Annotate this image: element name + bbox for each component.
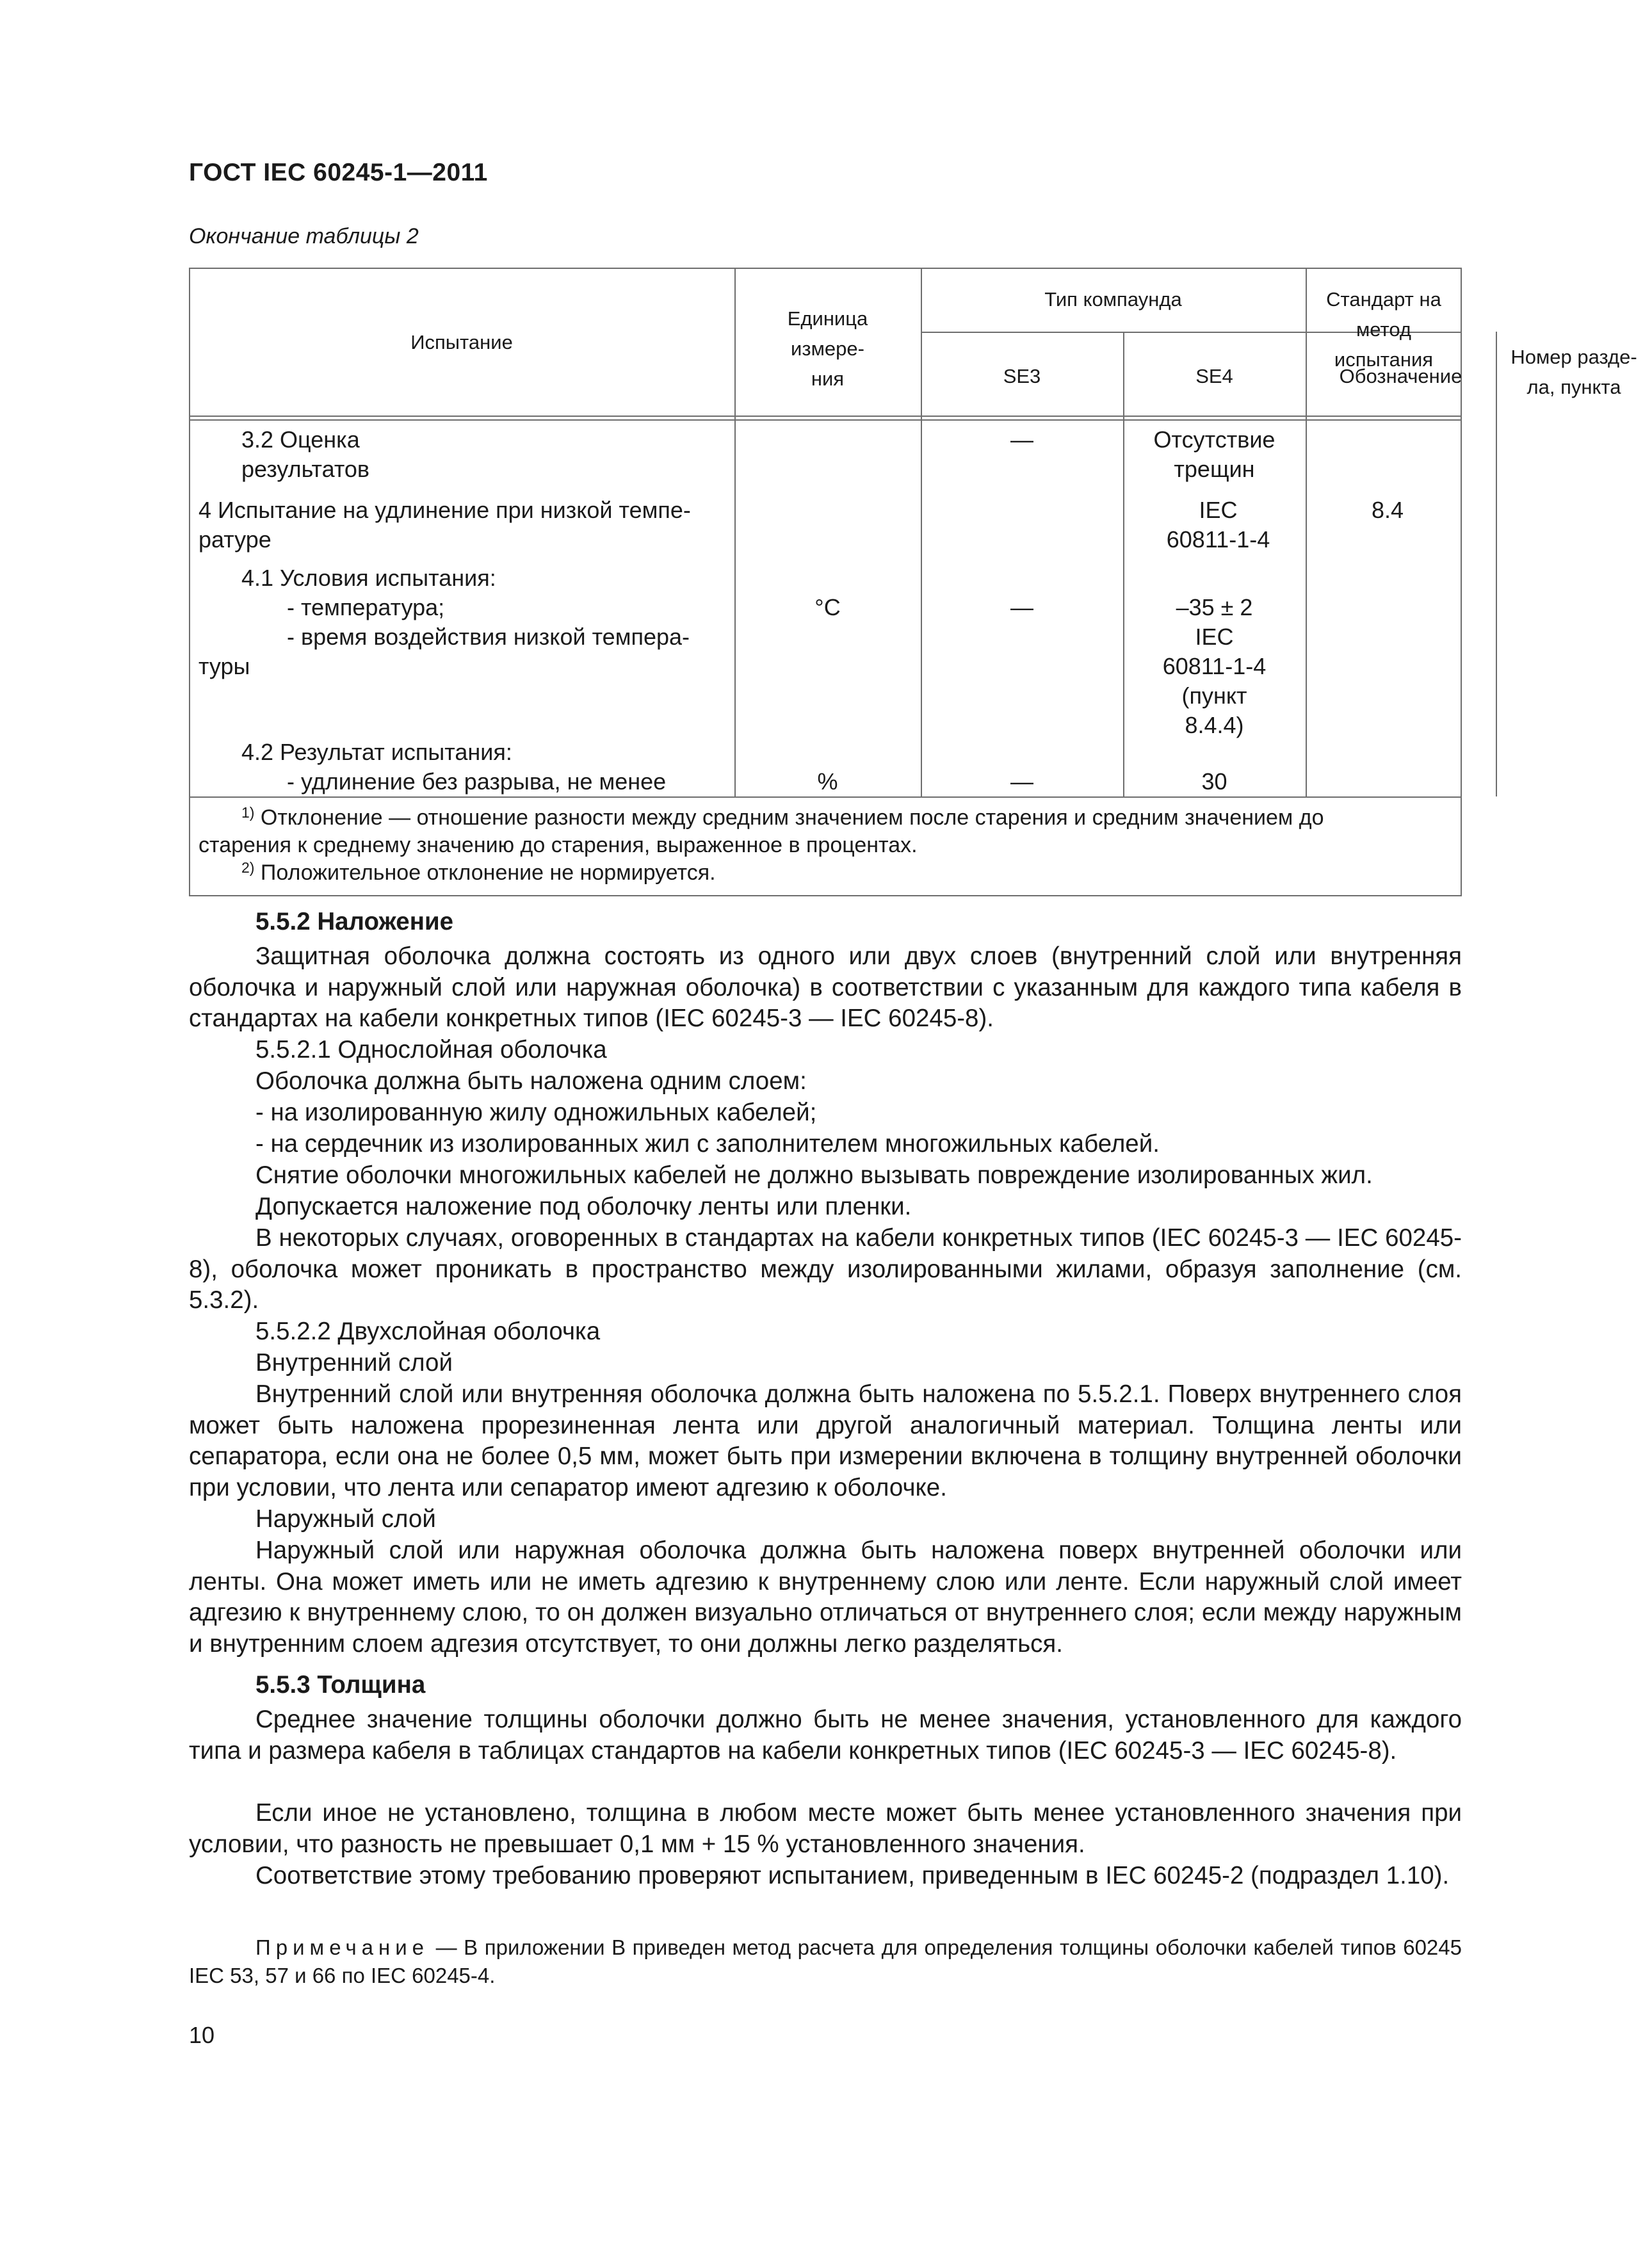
row-4-1-unit: °С	[814, 594, 841, 620]
outer-layer-title: Наружный слой	[255, 1505, 436, 1533]
paragraph-stripping: Снятие оболочки многожильных кабелей не должно вызывать повреждение изолированных жил.	[255, 1161, 1373, 1189]
table-caption: Окончание таблицы 2	[189, 224, 419, 248]
paragraph-inner-layer: Внутренний слой или внутренняя оболочка должна быть наложена по 5.5.2.1. Поверх внутреннего слоя может быть наложена прорезиненная лента или другой аналогичный материал. Толщина ленты или сепаратора, если она не более 0,5 мм, может быть при измерении включена в толщину внутренней оболочки при условии, что лента или сепаратор имеют адгезию к оболочке.	[189, 1380, 1462, 1501]
row-4-2-unit: %	[817, 768, 838, 795]
heading-5-5-3: 5.5.3 Толщина	[255, 1671, 426, 1699]
document-header: ГОСТ IEC 60245-1—2011	[189, 159, 488, 186]
heading-5-5-2: 5.5.2 Наложение	[255, 908, 454, 935]
footnote-1-mark: 1)	[241, 804, 255, 821]
inner-layer-title: Внутренний слой	[255, 1349, 453, 1377]
note	[189, 1934, 1462, 1990]
heading-5-5-2-2: 5.5.2.2 Двухслойная оболочка	[255, 1318, 601, 1345]
paragraph-thickness-2: Если иное не установлено, толщина в любом месте может быть менее установленного значения при условии, что разность не превышает 0,1 мм + 15 % установленного значения.	[189, 1799, 1462, 1858]
row-4-designation: IEC 60811-1-4	[1166, 497, 1270, 553]
row-4-1-test: 4.1 Условия испытания: - температура; - время воздействия низкой темпера- туры	[198, 565, 690, 679]
row-4-2-test: 4.2 Результат испытания: - удлинение без разрыва, не менее	[241, 739, 667, 795]
header-test: Испытание	[410, 331, 513, 353]
heading-5-5-2-1: 5.5.2.1 Однослойная оболочка	[255, 1036, 607, 1063]
paragraph-thickness-1: Среднее значение толщины оболочки должно быть не менее значения, установленного для каждого типа и размера кабеля в таблицах стандартов на кабели конкретных типов (IEC 60245-3 — IEC 60245-8).	[189, 1706, 1462, 1765]
paragraph-5-5-2: Защитная оболочка должна состоять из одного или двух слоев (внутренний слой или внутренняя оболочка и наружный слой или наружная оболочка) в соответствии с указанным для каждого типа кабеля в стандартах на кабели конкретных типов (IEC 60245-3 — IEC 60245-8).	[189, 942, 1462, 1033]
row-3-2-se3: —	[1010, 426, 1033, 453]
page-number: 10	[189, 2022, 215, 2048]
row-4-2-se4: 30	[1201, 768, 1227, 795]
row-4-1-se4: –35 ± 2 IEC 60811-1-4 (пункт 8.4.4)	[1162, 594, 1267, 738]
row-4-section: 8.4	[1371, 497, 1404, 523]
col-divider-se3	[921, 268, 922, 796]
table-border-left	[189, 268, 190, 896]
header-se3: SE3	[1003, 365, 1041, 387]
paragraph-thickness-3: Соответствие этому требованию проверяют испытанием, приведенным в IEC 60245-2 (подраздел 1.10).	[255, 1862, 1450, 1889]
row-3-2-test: 3.2 Оценка результатов	[241, 426, 370, 482]
footnote-2-text: Положительное отклонение не нормируется.	[260, 860, 716, 885]
footnote-2	[241, 859, 1458, 887]
footnote-2-mark: 2)	[241, 859, 255, 876]
list-item-2: - на сердечник из изолированных жил с заполнителем многожильных кабелей.	[255, 1130, 1160, 1158]
table-border-top	[189, 268, 1462, 269]
header-standard: Стандарт на метод испытания	[1326, 288, 1441, 371]
header-compound-type: Тип компаунда	[1044, 288, 1182, 311]
row-4-2-se3: —	[1010, 768, 1033, 795]
paragraph-some-cases: В некоторых случаях, оговоренных в стандартах на кабели конкретных типов (IEC 60245-3 — IEC 60245-8), оболочка может проникать в пространство между изолированными жилами, образуя заполнение (см. 5.3.2).	[189, 1224, 1462, 1314]
row-4-1-se3: —	[1010, 594, 1033, 620]
note-label: Примечание	[255, 1935, 430, 1959]
footnote-1-cont: старения к среднему значению до старения, выраженное в процентах.	[198, 833, 918, 857]
footnote-1-text: Отклонение — отношение разности между средним значением после старения и средним значением до	[260, 805, 1324, 830]
header-section: Номер разде- ла, пункта	[1510, 346, 1637, 398]
row-3-2-se4: Отсутствие трещин	[1153, 426, 1275, 482]
header-rule-2	[189, 419, 1462, 421]
header-unit: Единица измере- ния	[787, 307, 868, 390]
list-item-1: - на изолированную жилу одножильных кабелей;	[255, 1099, 817, 1126]
footnote-1	[241, 804, 1458, 832]
paragraph-outer-layer: Наружный слой или наружная оболочка должна быть наложена поверх внутренней оболочки или ленты. Она может иметь или не иметь адгезию к внутреннему слою или ленте. Если наружный слой имеет адгезию к внутреннему слою, то он должен визуально отличаться от внутреннего слоя; если между наружным и внутренним слоем адгезия отсутствует, то они должны легко разделяться.	[189, 1537, 1462, 1658]
table-border-bottom	[189, 895, 1462, 896]
note-text: — В приложении В приведен метод расчета для определения толщины оболочки кабелей типов 60245 IEC 53, 57 и 66 по IEC 60245-4.	[189, 1935, 1462, 1987]
paragraph-tape: Допускается наложение под оболочку ленты или пленки.	[255, 1193, 912, 1220]
header-rule-1	[189, 416, 1462, 417]
footnote-rule	[189, 796, 1462, 798]
row-4-test: 4 Испытание на удлинение при низкой темпе- ратуре	[198, 497, 691, 553]
paragraph-single-layer: Оболочка должна быть наложена одним слоем:	[255, 1067, 807, 1095]
header-designation: Обозначение	[1339, 365, 1462, 387]
header-se4: SE4	[1195, 365, 1233, 387]
